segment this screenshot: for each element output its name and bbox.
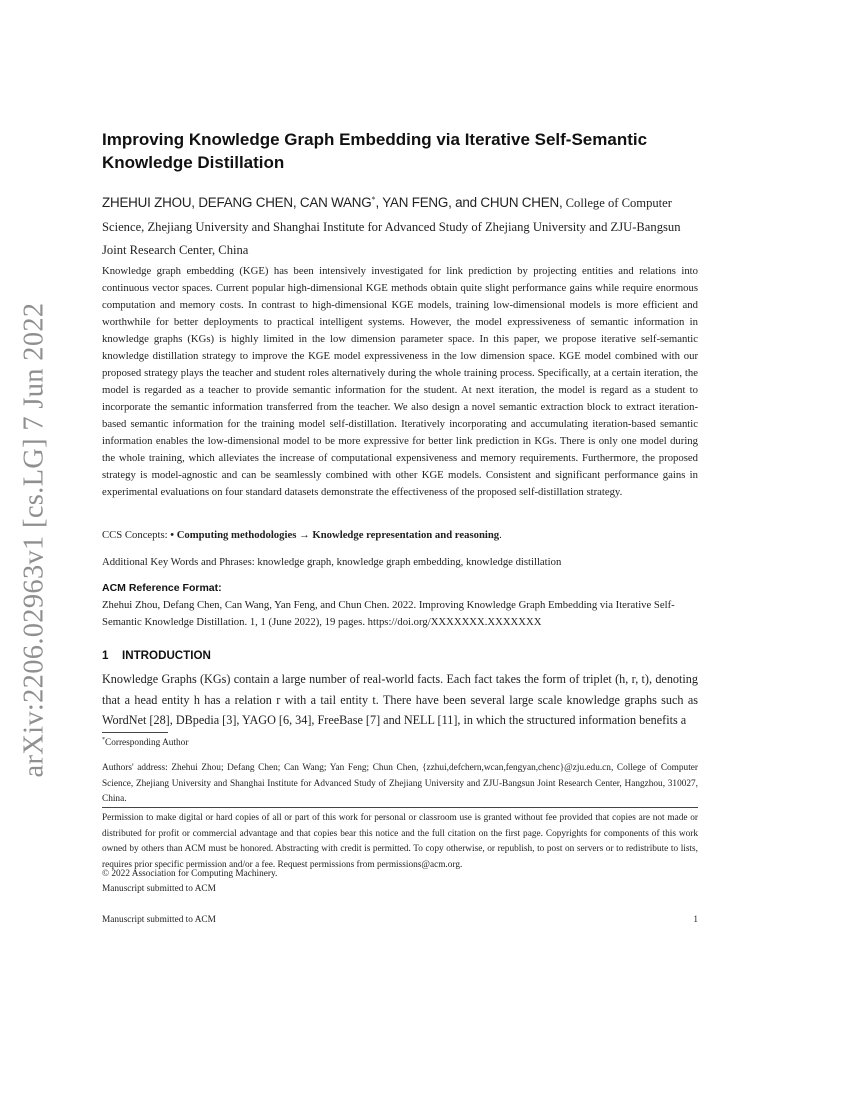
permission-notice: Permission to make digital or hard copies of all or part of this work for personal or classroom use is granted without fee provided that copies are not made or distributed for profit or commercial advantage and that copies bear this notice and the full citation on the first page. Copyrights for components of this work owned by others than ACM must be honored. Abstracting with credit is permitted. To copy otherwise, or republish, to post on servers or to redistribute to lists, requires prior specific permission and/or a fee. Request permissions from permissions@acm.org. — [102, 813, 698, 870]
author-names-rest: , YAN FENG, and CHUN CHEN, — [375, 195, 563, 211]
footnote-text: Corresponding Author — [105, 738, 189, 749]
abstract: Knowledge graph embedding (KGE) has been intensively investigated for link prediction by projecting entities and relations into continuous vector spaces. Current popular high-dimensional KGE methods obtain quite slight performance gains while require enormous computation and memory costs. In contrast to high-dimensional KGE models, training low-dimensional models is more efficient and worthwhile for better deployments to practical intelligent systems. However, the model expressiveness of semantic information in knowledge graphs (KGs) is highly limited in the low dimension parameter space. In this paper, we propose iterative self-semantic knowledge distillation strategy to improve the KGE model expressiveness in the low dimension space. KGE model combined with our proposed strategy plays the teacher and student roles alternatively during the whole training process. Specifically, at a certain iteration, the model is regarded as a teacher to provide semantic information for the student. At next iteration, the model is regard as a student to incorporate the semantic information transferred from the teacher. We also design a novel semantic extraction block to extract iteration-based semantic information for the training model self-distillation. Iteratively incorporating and accumulating iteration-based semantic information enables the low-dimensional model to be more expressive for better link prediction in KGs. There is only one model during the whole training, which alleviates the increase of computational expensiveness and memory requirements. Furthermore, the proposed strategy is model-agnostic and can be seamlessly combined with other KGE models. Consistent and significant performance gains in experimental evaluations on four standard datasets demonstrate the effectiveness of the proposed self-distillation strategy. — [102, 265, 698, 498]
acm-reference-heading: ACM Reference Format: — [102, 582, 222, 594]
ccs-bullet: • — [170, 529, 177, 541]
arxiv-identifier-text: arXiv:2206.02963v1 [cs.LG] 7 Jun 2022 — [18, 302, 49, 778]
section-heading-introduction — [102, 649, 211, 662]
permission-divider — [102, 807, 698, 808]
additional-keywords: Additional Key Words and Phrases: knowledge graph, knowledge graph embedding, knowledge distillation — [102, 556, 562, 568]
ccs-concepts — [102, 529, 698, 541]
author-names: ZHEHUI ZHOU, DEFANG CHEN, CAN WANG — [102, 195, 372, 211]
section-number: 1 — [102, 649, 109, 662]
affiliation: College of Computer Science, Zhejiang University and Shanghai Institute for Advanced Study of Zhejiang University and ZJU-Bangsun Joint Research Center, China — [102, 196, 681, 258]
page-number: 1 — [693, 915, 698, 925]
ccs-label: CCS Concepts: — [102, 529, 171, 541]
acm-reference-text: Zhehui Zhou, Defang Chen, Can Wang, Yan Feng, and Chun Chen. 2022. Improving Knowledge Graph Embedding via Iterative Self-Semantic Knowledge Distillation. 1, 1 (June 2022), 19 pages. https://doi.org/XXXXXXX.XXXXXXX — [102, 599, 675, 628]
manuscript-note: Manuscript submitted to ACM — [102, 884, 216, 894]
copyright-notice: © 2022 Association for Computing Machinery. — [102, 869, 278, 879]
running-footer: Manuscript submitted to ACM — [102, 915, 216, 925]
authors-address: Authors' address: Zhehui Zhou; Defang Chen; Can Wang; Yan Feng; Chun Chen, {zzhui,defchern,wcan,fengyan,chenc}@zju.edu.cn, College of Computer Science, Zhejiang University and Shanghai Institute for Advanced Study of Zhejiang University and ZJU-Bangsun Joint Research Center, Hangzhou, 310027, China. — [102, 763, 698, 804]
section-title: INTRODUCTION — [122, 649, 211, 662]
corresponding-author-mark: * — [371, 195, 376, 204]
paper-title: Improving Knowledge Graph Embedding via Iterative Self-Semantic Knowledge Distillation — [102, 130, 648, 172]
ccs-concept: Computing methodologies → Knowledge representation and reasoning — [176, 529, 500, 541]
ccs-end: . — [499, 529, 502, 541]
arxiv-identifier-stamp — [14, 302, 54, 778]
introduction-paragraph: Knowledge Graphs (KGs) contain a large number of real-world facts. Each fact takes the form of triplet (h, r, t), denoting that a head entity h has a relation r with a tail entity t. There have been several large scale knowledge graphs such as WordNet [28], DBpedia [3], YAGO [6, 34], FreeBase [7] and NELL [11], in which the structured information benefits a — [102, 672, 698, 727]
authors-affiliation — [102, 188, 702, 263]
footnote-divider — [102, 732, 168, 733]
footnote-mark: * — [102, 737, 105, 743]
corresponding-author-footnote — [102, 737, 188, 748]
